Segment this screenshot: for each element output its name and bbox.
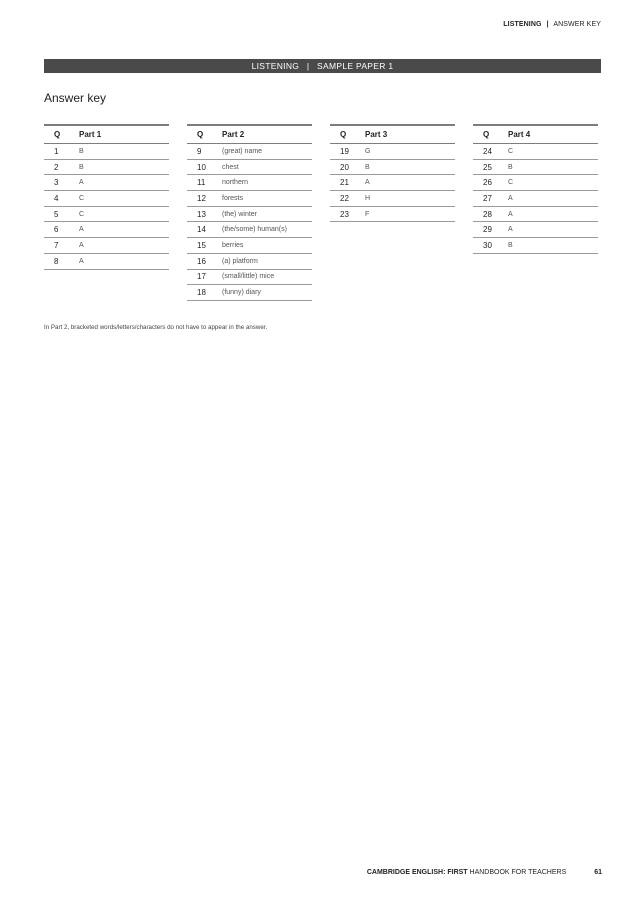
answer: berries <box>222 238 312 254</box>
answer: A <box>79 175 169 191</box>
table-row <box>187 144 312 160</box>
table-row <box>187 253 312 269</box>
answer: C <box>508 175 598 191</box>
q-column-header: Q <box>330 125 365 144</box>
question-number: 21 <box>330 175 365 191</box>
q-column-header: Q <box>187 125 222 144</box>
answer: G <box>365 144 455 160</box>
question-number: 10 <box>187 159 222 175</box>
running-header <box>503 21 601 28</box>
table-row <box>473 175 598 191</box>
answer: (the/some) human(s) <box>222 222 312 238</box>
table-row <box>44 206 169 222</box>
question-number: 25 <box>473 159 508 175</box>
answer: A <box>79 222 169 238</box>
answer-table-part-4 <box>473 124 598 254</box>
answer: C <box>508 144 598 160</box>
question-number: 24 <box>473 144 508 160</box>
table-row <box>473 144 598 160</box>
table-row <box>44 175 169 191</box>
table-row <box>187 191 312 207</box>
answer: B <box>79 159 169 175</box>
answer: (great) name <box>222 144 312 160</box>
footer-publication-title: CAMBRIDGE ENGLISH: FIRST <box>366 869 468 876</box>
table-row <box>187 175 312 191</box>
part-column-header: Part 2 <box>222 125 312 144</box>
answer: forests <box>222 191 312 207</box>
table-row <box>330 175 455 191</box>
table-row <box>44 253 169 269</box>
table-row <box>187 285 312 301</box>
running-header-separator: | <box>546 21 549 28</box>
table-row <box>187 222 312 238</box>
answer: B <box>365 159 455 175</box>
part-column-header: Part 4 <box>508 125 598 144</box>
table-row <box>44 159 169 175</box>
answer: H <box>365 191 455 207</box>
answer: A <box>508 206 598 222</box>
answer: B <box>508 159 598 175</box>
answer-table-part-2 <box>187 124 312 301</box>
table-row <box>187 206 312 222</box>
table-row <box>473 206 598 222</box>
question-number: 11 <box>187 175 222 191</box>
table-row <box>44 238 169 254</box>
answer: B <box>79 144 169 160</box>
question-number: 7 <box>44 238 79 254</box>
table-row <box>187 238 312 254</box>
running-header-subsection: ANSWER KEY <box>553 21 601 28</box>
question-number: 28 <box>473 206 508 222</box>
table-row <box>44 191 169 207</box>
question-number: 14 <box>187 222 222 238</box>
table-row <box>330 191 455 207</box>
answer: B <box>508 238 598 254</box>
section-banner <box>44 59 601 73</box>
question-number: 2 <box>44 159 79 175</box>
question-number: 29 <box>473 222 508 238</box>
q-column-header: Q <box>44 125 79 144</box>
running-header-section: LISTENING <box>503 21 542 28</box>
table-row <box>187 159 312 175</box>
part-column-header: Part 1 <box>79 125 169 144</box>
banner-section: LISTENING <box>251 61 300 71</box>
question-number: 6 <box>44 222 79 238</box>
table-row <box>330 159 455 175</box>
question-number: 15 <box>187 238 222 254</box>
page-number: 61 <box>594 869 602 876</box>
question-number: 1 <box>44 144 79 160</box>
table-row <box>330 144 455 160</box>
banner-separator: | <box>306 61 310 71</box>
question-number: 23 <box>330 206 365 222</box>
answer: chest <box>222 159 312 175</box>
answer: A <box>365 175 455 191</box>
question-number: 27 <box>473 191 508 207</box>
answer: (the) winter <box>222 206 312 222</box>
answer: A <box>79 238 169 254</box>
question-number: 30 <box>473 238 508 254</box>
answer: F <box>365 206 455 222</box>
table-row <box>473 238 598 254</box>
answer: northern <box>222 175 312 191</box>
banner-paper: SAMPLE PAPER 1 <box>317 61 394 71</box>
question-number: 22 <box>330 191 365 207</box>
question-number: 26 <box>473 175 508 191</box>
answer: (funny) diary <box>222 285 312 301</box>
page-footer <box>367 869 602 876</box>
question-number: 3 <box>44 175 79 191</box>
table-row <box>44 144 169 160</box>
answer: A <box>79 253 169 269</box>
question-number: 19 <box>330 144 365 160</box>
q-column-header: Q <box>473 125 508 144</box>
question-number: 13 <box>187 206 222 222</box>
question-number: 20 <box>330 159 365 175</box>
question-number: 18 <box>187 285 222 301</box>
table-row <box>44 222 169 238</box>
table-row <box>473 159 598 175</box>
footer-publication-subtitle: HANDBOOK FOR TEACHERS <box>467 869 567 876</box>
question-number: 4 <box>44 191 79 207</box>
table-row <box>330 206 455 222</box>
question-number: 12 <box>187 191 222 207</box>
table-row <box>473 222 598 238</box>
table-row <box>473 191 598 207</box>
question-number: 8 <box>44 253 79 269</box>
question-number: 9 <box>187 144 222 160</box>
bracket-note: In Part 2, bracketed words/letters/characters do not have to appear in the answer. <box>44 324 268 332</box>
answer-table-part-3 <box>330 124 455 222</box>
page-title: Answer key <box>44 91 107 105</box>
answer: A <box>508 191 598 207</box>
question-number: 17 <box>187 269 222 285</box>
answer: (a) platform <box>222 253 312 269</box>
question-number: 5 <box>44 206 79 222</box>
answer: (small/little) mice <box>222 269 312 285</box>
part-column-header: Part 3 <box>365 125 455 144</box>
answer-table-part-1 <box>44 124 169 270</box>
answer: A <box>508 222 598 238</box>
question-number: 16 <box>187 253 222 269</box>
table-row <box>187 269 312 285</box>
answer: C <box>79 206 169 222</box>
answer: C <box>79 191 169 207</box>
